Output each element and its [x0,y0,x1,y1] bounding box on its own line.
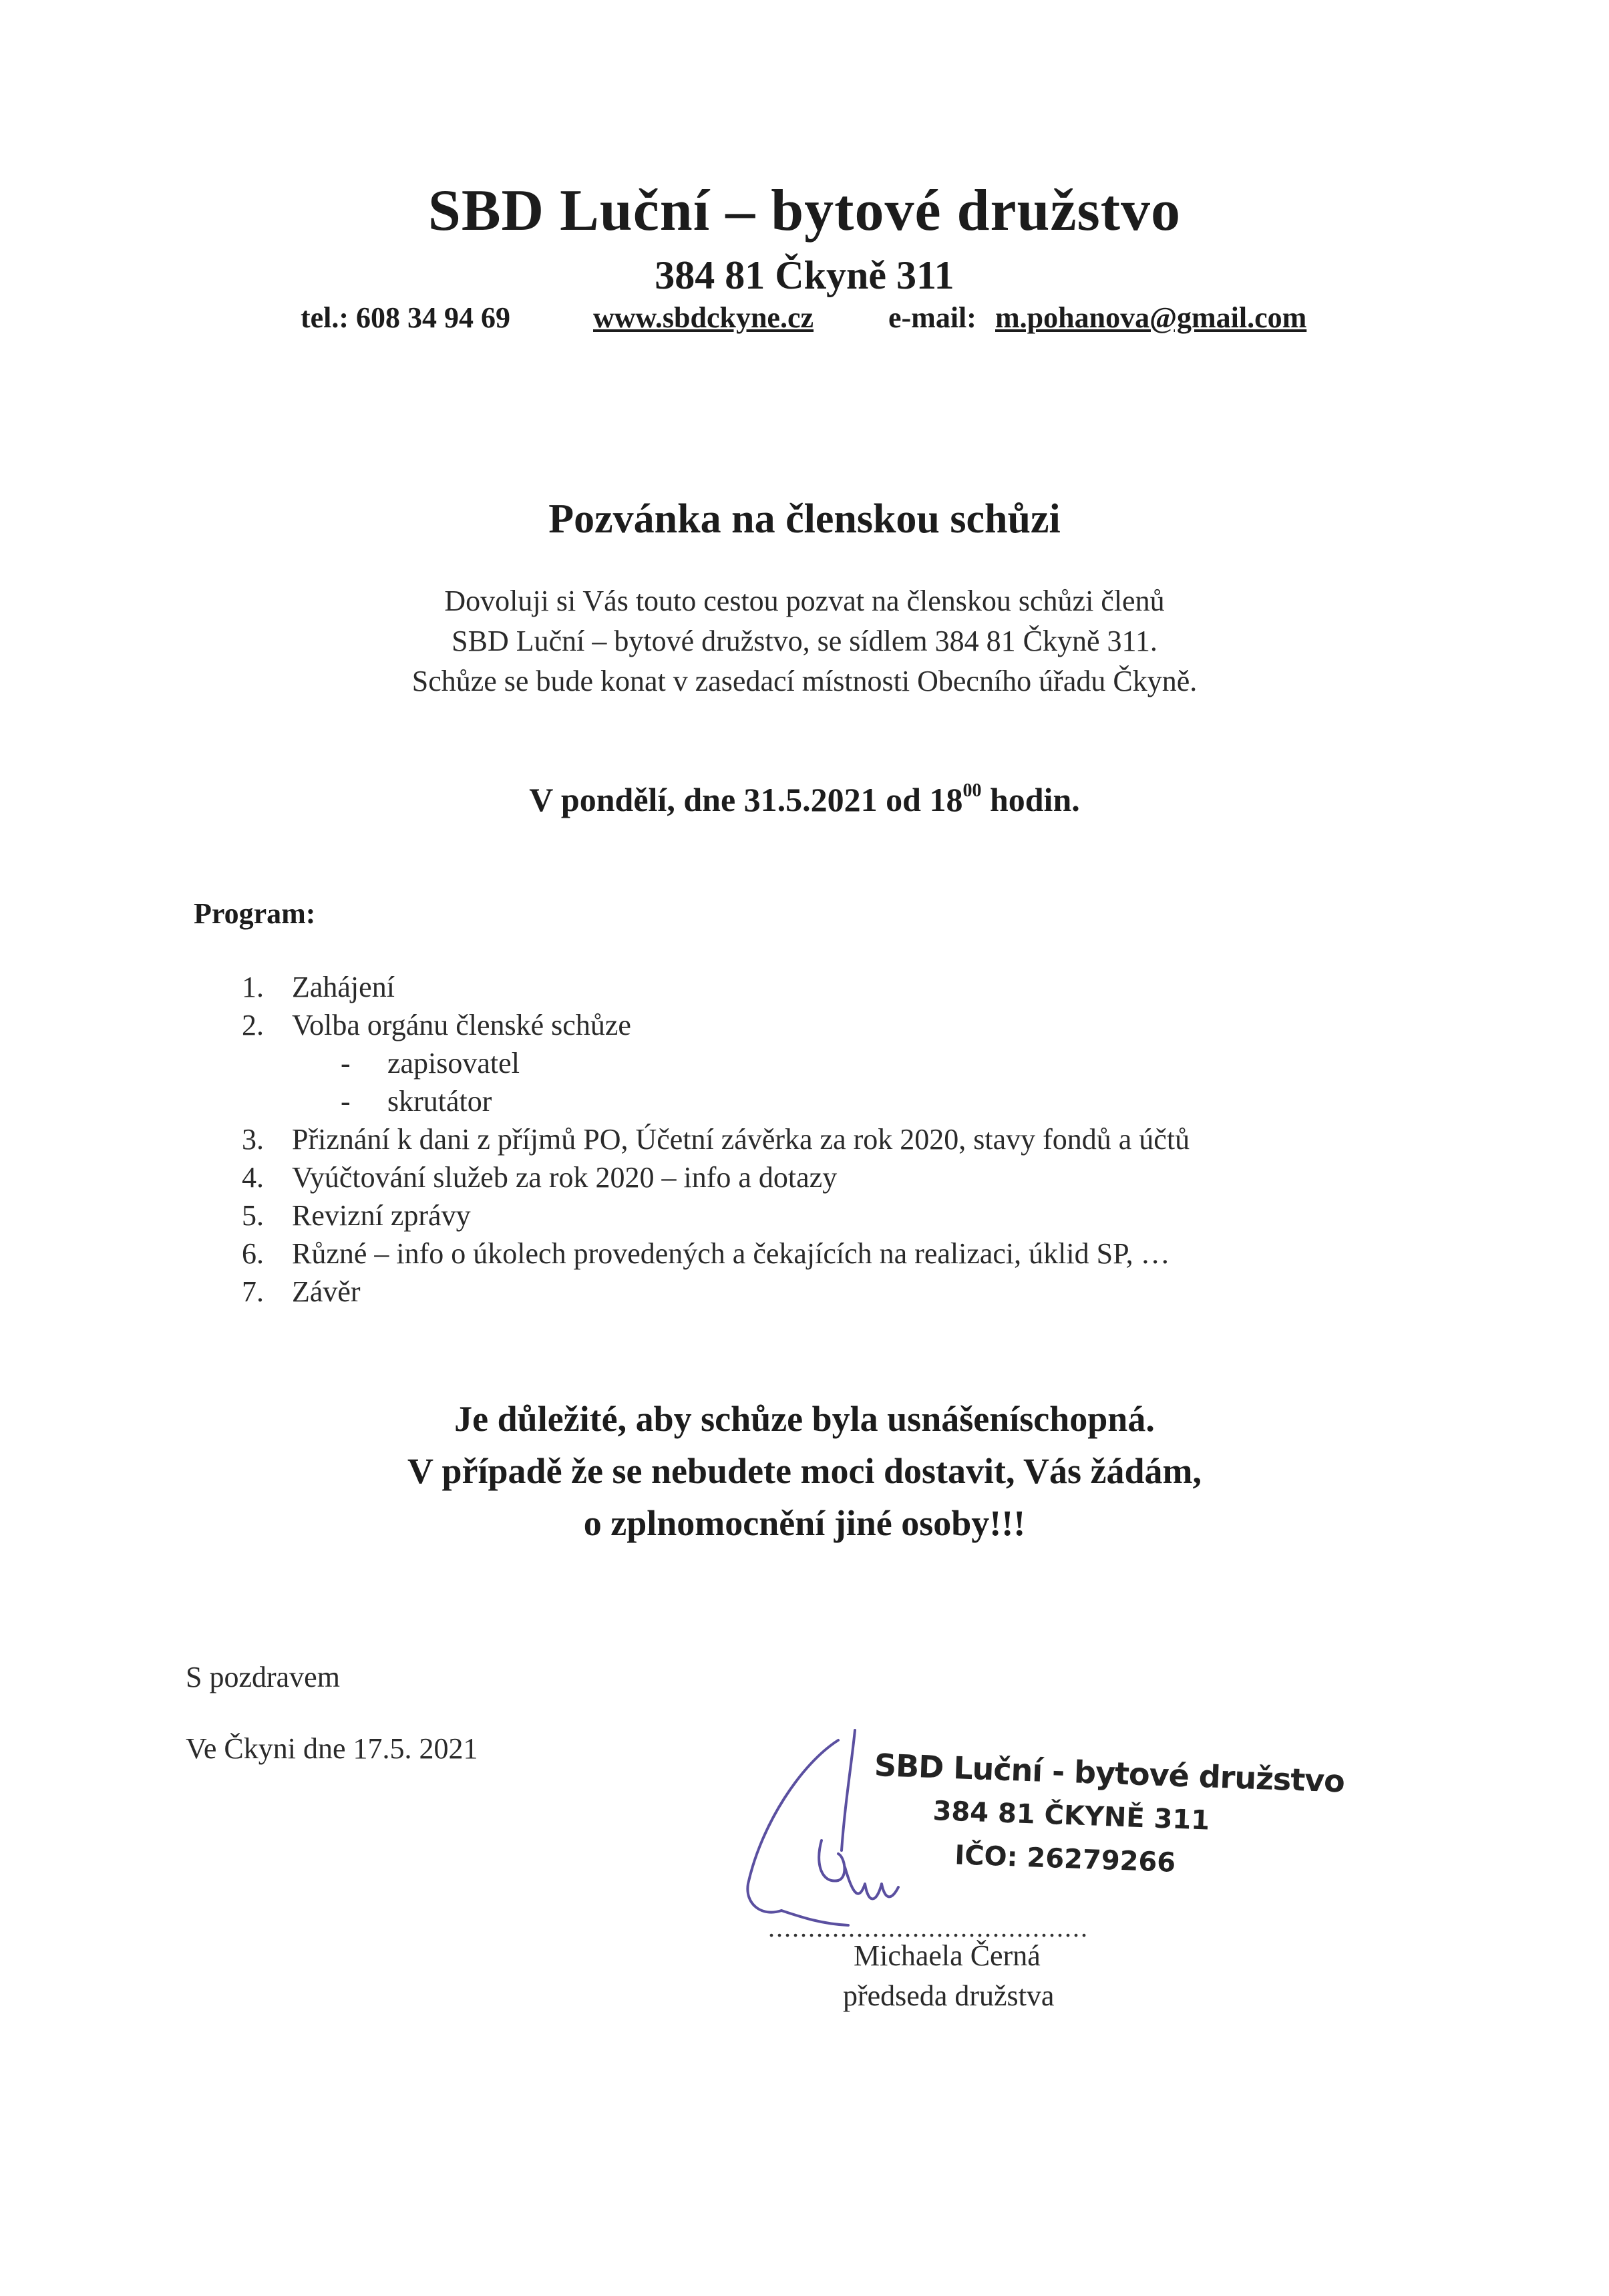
email-label: e-mail: [888,301,976,334]
subitem-dash: - [341,1085,351,1118]
organization-name: SBD Luční – bytové družstvo [427,178,1182,243]
agenda-item-number: 5. [242,1199,264,1232]
program-label: Program: [194,897,316,930]
email-link[interactable]: m.pohanova@gmail.com [995,301,1307,334]
notice-line: Je důležité, aby schůze byla usnášeníschopná. [454,1399,1155,1439]
agenda-item-text: Různé – info o úkolech provedených a čekajících na realizaci, úklid SP, … [292,1237,1170,1270]
notice-line: V případě že se nebudete moci dostavit, Vás žádám, [407,1451,1202,1491]
stamp-line: IČO: 26279266 [954,1840,1176,1878]
agenda-subitem-text: zapisovatel [387,1047,520,1080]
important-notice [0,1393,1609,1549]
meeting-date: V pondělí, dne 31.5.2021 od 18 [529,781,963,818]
invitation-intro [0,581,1609,701]
intro-line: Dovoluji si Vás touto cestou pozvat na členskou schůzi členů [444,585,1165,617]
signer-name: Michaela Černá [854,1939,1041,1972]
agenda-item-text: Přiznání k dani z příjmů PO, Účetní závěrka za rok 2020, stavy fondů a účtů [292,1123,1190,1156]
organization-address: 384 81 Čkyně 311 [655,253,954,297]
stamp-line: 384 81 ČKYNĚ 311 [932,1796,1210,1836]
intro-line: SBD Luční – bytové družstvo, se sídlem 384 81 Čkyně 311. [452,625,1157,657]
agenda-item-text: Revizní zprávy [292,1199,471,1232]
signature-line: ........................................ [768,1913,1089,1943]
agenda-subitem-text: skrutátor [387,1085,492,1118]
agenda-item-text: Volba orgánu členské schůze [292,1009,631,1041]
website-link[interactable]: www.sbdckyne.cz [593,301,814,334]
notice-line: o zplnomocnění jiné osoby!!! [583,1503,1026,1543]
meeting-time-minutes: 00 [962,780,982,801]
handwritten-signature [721,1724,1002,1937]
agenda-item-number: 6. [242,1237,264,1270]
meeting-datetime [0,780,1609,819]
signer-role: předseda družstva [843,1979,1055,2012]
agenda-item-number: 4. [242,1161,264,1194]
agenda-item-number: 1. [242,971,264,1003]
stamp-line: SBD Luční - bytové družstvo [874,1747,1345,1800]
agenda-item-number: 2. [242,1009,264,1041]
meeting-hours-word: hodin. [981,781,1080,818]
place-and-date: Ve Čkyni dne 17.5. 2021 [186,1732,478,1765]
invitation-title: Pozvánka na členskou schůzi [548,496,1061,542]
phone-number: tel.: 608 34 94 69 [301,301,511,334]
agenda-item-text: Zahájení [292,971,395,1003]
agenda-item-number: 3. [242,1123,264,1156]
intro-line: Schůze se bude konat v zasedací místnosti Obecního úřadu Čkyně. [411,665,1198,697]
agenda-item-number: 7. [242,1275,264,1308]
agenda-item-text: Vyúčtování služeb za rok 2020 – info a dotazy [292,1161,838,1194]
agenda-item-text: Závěr [292,1275,361,1308]
subitem-dash: - [341,1047,351,1080]
closing-greeting: S pozdravem [186,1661,340,1693]
